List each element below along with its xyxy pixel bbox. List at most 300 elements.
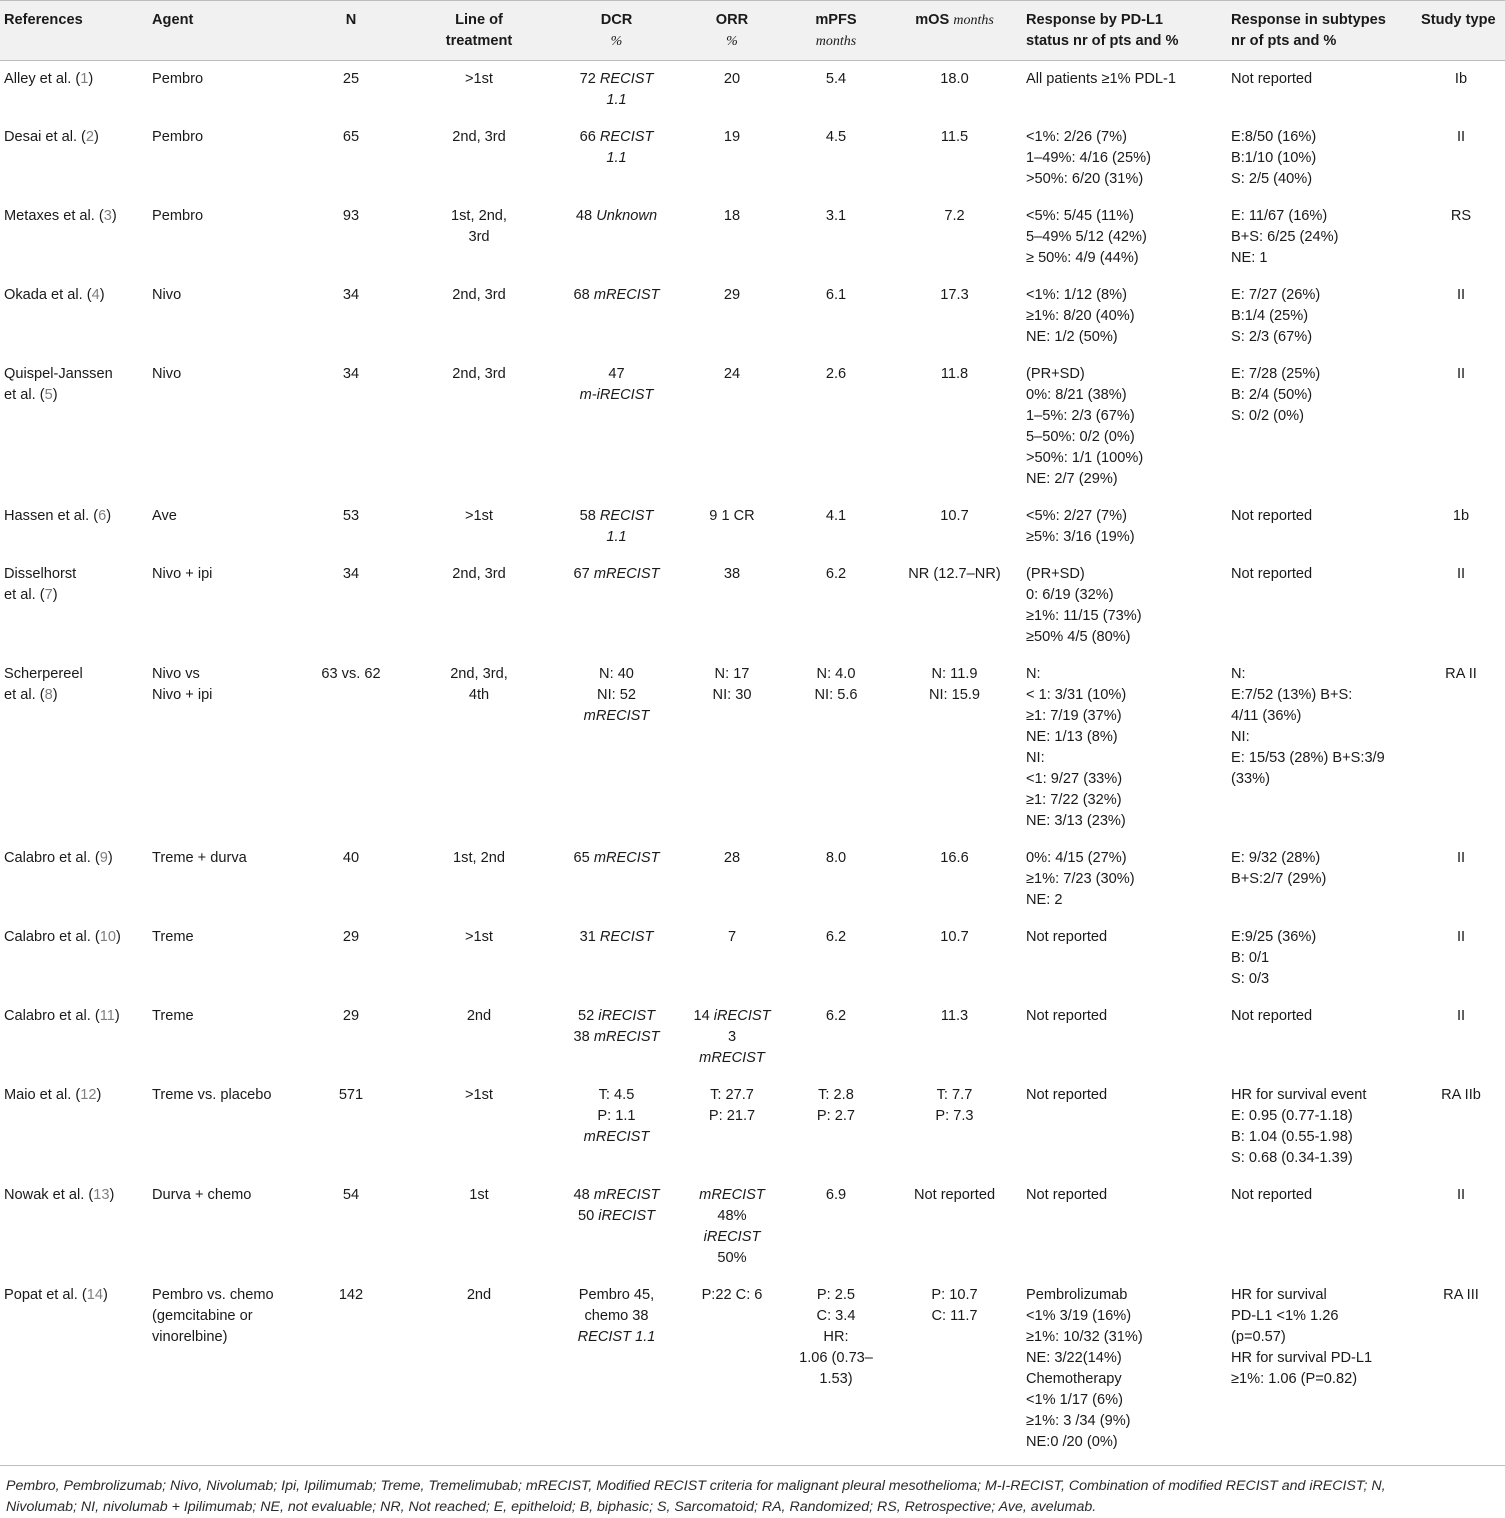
cell-dcr <box>554 1277 679 1466</box>
subtypes-line: B+S:2/7 (29%) <box>1231 871 1327 887</box>
orr-value: 38 <box>723 566 741 582</box>
cell-mos <box>887 998 1022 1077</box>
orr-value: P: 21.7 <box>708 1108 756 1124</box>
cell-mpfs <box>785 1177 887 1277</box>
pdl1-line: ≥1: 7/22 (32%) <box>1026 792 1122 808</box>
orr-value: 19 <box>723 129 741 145</box>
dcr-line <box>558 90 675 111</box>
cell-n: 65 <box>342 129 360 145</box>
line-line: >1st <box>465 508 493 524</box>
dcr-line <box>558 127 675 148</box>
dcr-line <box>558 706 675 727</box>
dcr-line <box>558 927 675 948</box>
agent-line: Pembro <box>152 71 204 87</box>
pdl1-line: <1% 3/19 (16%) <box>1026 1308 1132 1324</box>
subtypes-line: HR for survival <box>1231 1287 1327 1303</box>
cell-subtypes <box>1227 119 1417 198</box>
agent-line: Nivo <box>152 366 182 382</box>
cell-study-type: II <box>1456 566 1466 582</box>
cell-line <box>404 356 554 498</box>
cell-orr <box>679 656 785 840</box>
cell-pdl1 <box>1022 840 1227 919</box>
orr-value: T: 27.7 <box>710 1087 754 1103</box>
reference-text: Popat et al. ( <box>4 1287 87 1303</box>
subtypes-line: E:9/25 (36%) <box>1231 929 1317 945</box>
cell-n: 25 <box>342 71 360 87</box>
col-pdl1: Response by PD-L1 status nr of pts and % <box>1022 1 1227 61</box>
citation-link[interactable]: 6 <box>98 508 107 524</box>
reference-text: et al. ( <box>4 587 45 603</box>
cell-agent <box>148 998 298 1077</box>
orr-line <box>683 285 781 306</box>
mpfs-line: 6.1 <box>825 287 847 303</box>
pdl1-line: Not reported <box>1026 1008 1108 1024</box>
orr-line <box>683 1027 781 1048</box>
orr-line <box>683 564 781 585</box>
pdl1-line: < 1: 3/31 (10%) <box>1026 687 1127 703</box>
dcr-line <box>558 364 675 385</box>
mpfs-line: 6.9 <box>825 1187 847 1203</box>
subtypes-line: B: 0/1 <box>1231 950 1270 966</box>
subtypes-line: E: 9/32 (28%) <box>1231 850 1321 866</box>
reference-text: Disselhorst <box>4 566 77 582</box>
cell-pdl1 <box>1022 119 1227 198</box>
cell-reference <box>0 919 148 998</box>
cell-mos <box>887 277 1022 356</box>
orr-line <box>683 364 781 385</box>
line-line: >1st <box>465 71 493 87</box>
cell-study-type: RA II <box>1445 666 1477 682</box>
footnote: Pembro, Pembrolizumab; Nivo, Nivolumab; Ipi, Ipilimumab; Treme, Tremelimubab; mRECIST, Modified RECIST criteria for malignant pleural mesothelioma; M-I-RECIST, Combination of modified RECIST and iRECIST; N, Nivolumab; NI, nivolumab + Ipilimumab; NE, not evaluable; NR, Not reached; E, epitheloid; B, biphasic; S, Sarcomatoid; RA, Randomized; RS, Retrospective; Ave, avelumab. <box>6 1478 1386 1515</box>
pdl1-line: Not reported <box>1026 1087 1108 1103</box>
line-line: 2nd, 3rd <box>452 366 506 382</box>
pdl1-line: ≥5%: 3/16 (19%) <box>1026 529 1135 545</box>
citation-link[interactable]: 5 <box>44 387 53 403</box>
dcr-value: 47 <box>608 366 625 382</box>
cell-n: 29 <box>342 1008 360 1024</box>
cell-line <box>404 919 554 998</box>
agent-line: Nivo + ipi <box>152 687 213 703</box>
cell-mos <box>887 919 1022 998</box>
cell-mpfs <box>785 277 887 356</box>
dcr-value: 31 <box>579 929 600 945</box>
orr-criteria: mRECIST <box>699 1050 765 1066</box>
table-row <box>0 61 1505 120</box>
orr-value: 24 <box>723 366 741 382</box>
cell-pdl1 <box>1022 277 1227 356</box>
orr-line <box>683 206 781 227</box>
citation-link[interactable]: 1 <box>80 71 89 87</box>
citation-link[interactable]: 2 <box>85 129 95 145</box>
mpfs-line: C: 3.4 <box>816 1308 856 1324</box>
cell-mpfs <box>785 198 887 277</box>
cell-pdl1 <box>1022 998 1227 1077</box>
subtypes-line: E: 0.95 (0.77-1.18) <box>1231 1108 1353 1124</box>
reference-text: Hassen et al. ( <box>4 508 99 524</box>
cell-subtypes <box>1227 61 1417 120</box>
col-mpfs: mPFS months <box>785 1 887 61</box>
subtypes-line: Not reported <box>1231 508 1313 524</box>
pdl1-line: 0%: 8/21 (38%) <box>1026 387 1127 403</box>
pdl1-line: 5–49% 5/12 (42%) <box>1026 229 1147 245</box>
orr-value: 14 <box>693 1008 714 1024</box>
reference-text: Nowak et al. ( <box>4 1187 94 1203</box>
dcr-line <box>558 1127 675 1148</box>
cell-subtypes <box>1227 656 1417 840</box>
dcr-criteria: RECIST <box>599 129 654 145</box>
cell-subtypes <box>1227 498 1417 556</box>
agent-line: (gemcitabine or <box>152 1308 253 1324</box>
orr-criteria: iRECIST <box>703 1229 761 1245</box>
agent-line: Pembro <box>152 208 204 224</box>
reference-line: Hassen et al. (6) <box>4 508 112 524</box>
cell-dcr <box>554 919 679 998</box>
reference-line: Calabro et al. (11) <box>4 1008 120 1024</box>
cell-mos <box>887 498 1022 556</box>
reference-line: et al. (5) <box>4 387 58 403</box>
mos-line: 11.3 <box>940 1008 969 1024</box>
dcr-criteria: RECIST 1.1 <box>577 1329 656 1345</box>
orr-line <box>683 127 781 148</box>
line-line: 2nd, 3rd, <box>450 666 508 682</box>
cell-orr <box>679 556 785 656</box>
cell-orr <box>679 277 785 356</box>
dcr-criteria: RECIST <box>599 508 654 524</box>
subtypes-line: (33%) <box>1231 771 1270 787</box>
dcr-criteria: mRECIST <box>593 1187 660 1203</box>
cell-line <box>404 119 554 198</box>
cell-n: 53 <box>342 508 360 524</box>
cell-mpfs <box>785 919 887 998</box>
cell-reference <box>0 498 148 556</box>
subtypes-line: S: 2/3 (67%) <box>1231 329 1313 345</box>
reference-line <box>4 564 144 585</box>
cell-reference <box>0 1077 148 1177</box>
cell-agent <box>148 61 298 120</box>
subtypes-line: B:1/10 (10%) <box>1231 150 1317 166</box>
reference-line: Okada et al. (4) <box>4 287 105 303</box>
mos-line: Not reported <box>913 1187 996 1203</box>
table-body <box>0 61 1505 1466</box>
dcr-value: chemo 38 <box>584 1308 649 1324</box>
orr-value: 20 <box>723 71 741 87</box>
mos-line: 11.8 <box>940 366 969 382</box>
orr-value: P:22 C: 6 <box>701 1287 763 1303</box>
table-row <box>0 356 1505 498</box>
cell-line <box>404 656 554 840</box>
reference-text: Maio et al. ( <box>4 1087 81 1103</box>
cell-mpfs <box>785 119 887 198</box>
mos-line: NR (12.7–NR) <box>908 566 1001 582</box>
pdl1-line: NE: 3/13 (23%) <box>1026 813 1126 829</box>
cell-n: 29 <box>342 929 360 945</box>
line-line: 1st <box>469 1187 489 1203</box>
subtypes-line: E:7/52 (13%) B+S: <box>1231 687 1353 703</box>
cell-n: 40 <box>342 850 360 866</box>
cell-reference <box>0 61 148 120</box>
dcr-criteria: mRECIST <box>593 1029 660 1045</box>
col-mos: mOS months <box>887 1 1022 61</box>
cell-n: 63 vs. 62 <box>321 666 381 682</box>
cell-orr <box>679 919 785 998</box>
citation-link[interactable]: 3 <box>103 208 112 224</box>
cell-n: 571 <box>338 1087 364 1103</box>
dcr-line <box>558 1206 675 1227</box>
table-row <box>0 919 1505 998</box>
dcr-criteria: mRECIST <box>583 1129 650 1145</box>
cell-subtypes <box>1227 356 1417 498</box>
dcr-criteria: 1.1 <box>606 529 627 545</box>
mpfs-line: 4.5 <box>825 129 847 145</box>
cell-mpfs <box>785 556 887 656</box>
subtypes-line: Not reported <box>1231 1008 1313 1024</box>
mpfs-line: 6.2 <box>825 929 847 945</box>
reference-text: Okada et al. ( <box>4 287 92 303</box>
cell-dcr <box>554 61 679 120</box>
mpfs-line: 4.1 <box>825 508 847 524</box>
citation-link[interactable]: 13 <box>93 1187 110 1203</box>
cell-study-type: II <box>1456 1187 1466 1203</box>
dcr-line <box>558 385 675 406</box>
citation-link[interactable]: 4 <box>91 287 100 303</box>
pdl1-line: >50%: 6/20 (31%) <box>1026 171 1144 187</box>
pdl1-line: ≥1%: 10/32 (31%) <box>1026 1329 1143 1345</box>
cell-mpfs <box>785 840 887 919</box>
mpfs-line: 3.1 <box>825 208 847 224</box>
orr-line <box>683 1006 781 1027</box>
citation-link[interactable]: 7 <box>44 587 53 603</box>
cell-agent <box>148 840 298 919</box>
mos-line: 16.6 <box>940 850 969 866</box>
cell-reference <box>0 1177 148 1277</box>
citation-link[interactable]: 10 <box>99 929 116 945</box>
reference-text: Calabro et al. ( <box>4 929 100 945</box>
pdl1-line: ≥1%: 11/15 (73%) <box>1026 608 1142 624</box>
pdl1-line: (PR+SD) <box>1026 366 1085 382</box>
table-row <box>0 656 1505 840</box>
line-line: 2nd, 3rd <box>452 287 506 303</box>
mpfs-line: 5.4 <box>825 71 847 87</box>
dcr-value: 48 <box>575 208 597 224</box>
cell-pdl1 <box>1022 498 1227 556</box>
agent-line: Pembro <box>152 129 204 145</box>
cell-subtypes <box>1227 198 1417 277</box>
dcr-criteria: 1.1 <box>606 92 627 108</box>
cell-mos <box>887 61 1022 120</box>
dcr-line <box>558 1085 675 1106</box>
reference-text: Quispel-Janssen <box>4 366 113 382</box>
subtypes-line: Not reported <box>1231 566 1313 582</box>
orr-line <box>683 506 781 527</box>
subtypes-line: E: 15/53 (28%) B+S:3/9 <box>1231 750 1385 766</box>
cell-orr <box>679 356 785 498</box>
cell-pdl1 <box>1022 356 1227 498</box>
orr-line <box>683 1106 781 1127</box>
dcr-value: 66 <box>579 129 600 145</box>
dcr-value: NI: 52 <box>597 687 636 703</box>
pdl1-line: <5%: 2/27 (7%) <box>1026 508 1127 524</box>
mos-line: 18.0 <box>940 71 969 87</box>
dcr-value: 58 <box>579 508 600 524</box>
col-orr: ORR % <box>679 1 785 61</box>
cell-subtypes <box>1227 277 1417 356</box>
cell-mos <box>887 656 1022 840</box>
mpfs-line: 8.0 <box>825 850 847 866</box>
col-references: References <box>0 1 148 61</box>
dcr-criteria: mRECIST <box>593 566 660 582</box>
mos-line: 11.5 <box>940 129 969 145</box>
subtypes-line: HR for survival event <box>1231 1087 1367 1103</box>
col-dcr: DCR % <box>554 1 679 61</box>
table-row <box>0 998 1505 1077</box>
cell-mos <box>887 1177 1022 1277</box>
dcr-value: 48 <box>573 1187 594 1203</box>
cell-study-type: II <box>1456 1008 1466 1024</box>
pdl1-line: <5%: 5/45 (11%) <box>1026 208 1135 224</box>
subtypes-line: ≥1%: 1.06 (P=0.82) <box>1231 1371 1358 1387</box>
dcr-line <box>558 206 675 227</box>
cell-line <box>404 998 554 1077</box>
subtypes-line: B+S: 6/25 (24%) <box>1231 229 1339 245</box>
cell-agent <box>148 1077 298 1177</box>
table-row <box>0 1277 1505 1466</box>
table-row <box>0 1077 1505 1177</box>
dcr-line <box>558 506 675 527</box>
mos-line: NI: 15.9 <box>928 687 981 703</box>
dcr-value: 65 <box>573 850 594 866</box>
cell-mpfs <box>785 1277 887 1466</box>
agent-line: Nivo <box>152 287 182 303</box>
dcr-line <box>558 1006 675 1027</box>
orr-line <box>683 1227 781 1248</box>
table-row <box>0 119 1505 198</box>
cell-line <box>404 61 554 120</box>
cell-agent <box>148 198 298 277</box>
pdl1-line: ≥50% 4/5 (80%) <box>1026 629 1131 645</box>
line-line: 1st, 2nd, <box>451 208 507 224</box>
citation-link[interactable]: 9 <box>99 850 108 866</box>
reference-text: et al. ( <box>4 687 45 703</box>
mos-line: N: 11.9 <box>931 666 978 682</box>
reference-line: Alley et al. (1) <box>4 71 94 87</box>
dcr-criteria: iRECIST <box>598 1008 656 1024</box>
cell-pdl1 <box>1022 556 1227 656</box>
dcr-value: 68 <box>573 287 594 303</box>
orr-value: 18 <box>723 208 741 224</box>
cell-pdl1 <box>1022 1077 1227 1177</box>
citation-link[interactable]: 8 <box>44 687 53 703</box>
cell-reference <box>0 277 148 356</box>
mpfs-line: NI: 5.6 <box>814 687 858 703</box>
dcr-value: P: 1.1 <box>597 1108 636 1124</box>
pdl1-line: Pembrolizumab <box>1026 1287 1128 1303</box>
table-row <box>0 277 1505 356</box>
dcr-line <box>558 564 675 585</box>
pdl1-line: NE: 1/2 (50%) <box>1026 329 1118 345</box>
subtypes-line: 4/11 (36%) <box>1231 708 1302 724</box>
cell-reference <box>0 840 148 919</box>
orr-line <box>683 1206 781 1227</box>
cell-agent <box>148 1177 298 1277</box>
dcr-value: 38 <box>573 1029 594 1045</box>
orr-value: 50% <box>717 1250 747 1266</box>
mos-line: P: 7.3 <box>935 1108 974 1124</box>
cell-orr <box>679 1277 785 1466</box>
col-subtypes: Response in subtypes nr of pts and % <box>1227 1 1417 61</box>
dcr-criteria: mRECIST <box>583 708 650 724</box>
mos-line: 10.7 <box>940 929 969 945</box>
reference-text: Alley et al. ( <box>4 71 81 87</box>
cell-mpfs <box>785 1077 887 1177</box>
table-row <box>0 556 1505 656</box>
mpfs-line: 1.06 (0.73– <box>799 1350 873 1366</box>
cell-pdl1 <box>1022 919 1227 998</box>
cell-dcr <box>554 498 679 556</box>
cell-n: 34 <box>342 287 360 303</box>
mpfs-line: 6.2 <box>825 566 847 582</box>
reference-line: et al. (8) <box>4 687 58 703</box>
reference-line: Popat et al. (14) <box>4 1287 108 1303</box>
mpfs-line: N: 4.0 <box>816 666 856 682</box>
subtypes-line: NI: <box>1231 729 1250 745</box>
orr-line <box>683 1048 781 1069</box>
agent-line: Durva + chemo <box>152 1187 252 1203</box>
cell-agent <box>148 356 298 498</box>
dcr-value: Pembro 45, <box>578 1287 655 1303</box>
dcr-criteria: mRECIST <box>593 850 660 866</box>
citation-link[interactable]: 12 <box>80 1087 97 1103</box>
mpfs-line: 6.2 <box>825 1008 847 1024</box>
cell-orr <box>679 61 785 120</box>
orr-line <box>683 848 781 869</box>
reference-line: Calabro et al. (10) <box>4 929 121 945</box>
cell-study-type: 1b <box>1452 508 1470 524</box>
line-line: 2nd <box>466 1287 492 1303</box>
dcr-line <box>558 664 675 685</box>
reference-line <box>4 664 144 685</box>
mos-line: 17.3 <box>940 287 969 303</box>
mpfs-line: P: 2.7 <box>816 1108 856 1124</box>
line-line: 4th <box>468 687 490 703</box>
orr-line <box>683 685 781 706</box>
citation-link[interactable]: 14 <box>86 1287 103 1303</box>
subtypes-line: HR for survival PD-L1 <box>1231 1350 1373 1366</box>
col-agent: Agent <box>148 1 298 61</box>
cell-reference <box>0 556 148 656</box>
dcr-line <box>558 685 675 706</box>
pdl1-line: NE:0 /20 (0%) <box>1026 1434 1118 1450</box>
cell-pdl1 <box>1022 1277 1227 1466</box>
cell-n: 93 <box>342 208 360 224</box>
subtypes-line: B: 1.04 (0.55-1.98) <box>1231 1129 1353 1145</box>
citation-link[interactable]: 11 <box>99 1008 115 1024</box>
mos-line: T: 7.7 <box>936 1087 973 1103</box>
agent-line: Treme vs. placebo <box>152 1087 272 1103</box>
reference-line: Calabro et al. (9) <box>4 850 113 866</box>
dcr-value: 50 <box>577 1208 599 1224</box>
line-line: >1st <box>465 1087 493 1103</box>
cell-dcr <box>554 277 679 356</box>
cell-line <box>404 1177 554 1277</box>
dcr-value: 52 <box>577 1008 599 1024</box>
subtypes-line: E: 7/28 (25%) <box>1231 366 1321 382</box>
cell-n: 34 <box>342 566 360 582</box>
table-row <box>0 198 1505 277</box>
pdl1-line: Chemotherapy <box>1026 1371 1122 1387</box>
cell-pdl1 <box>1022 1177 1227 1277</box>
reference-line: Desai et al. (2) <box>4 129 99 145</box>
col-line: Line of treatment <box>404 1 554 61</box>
